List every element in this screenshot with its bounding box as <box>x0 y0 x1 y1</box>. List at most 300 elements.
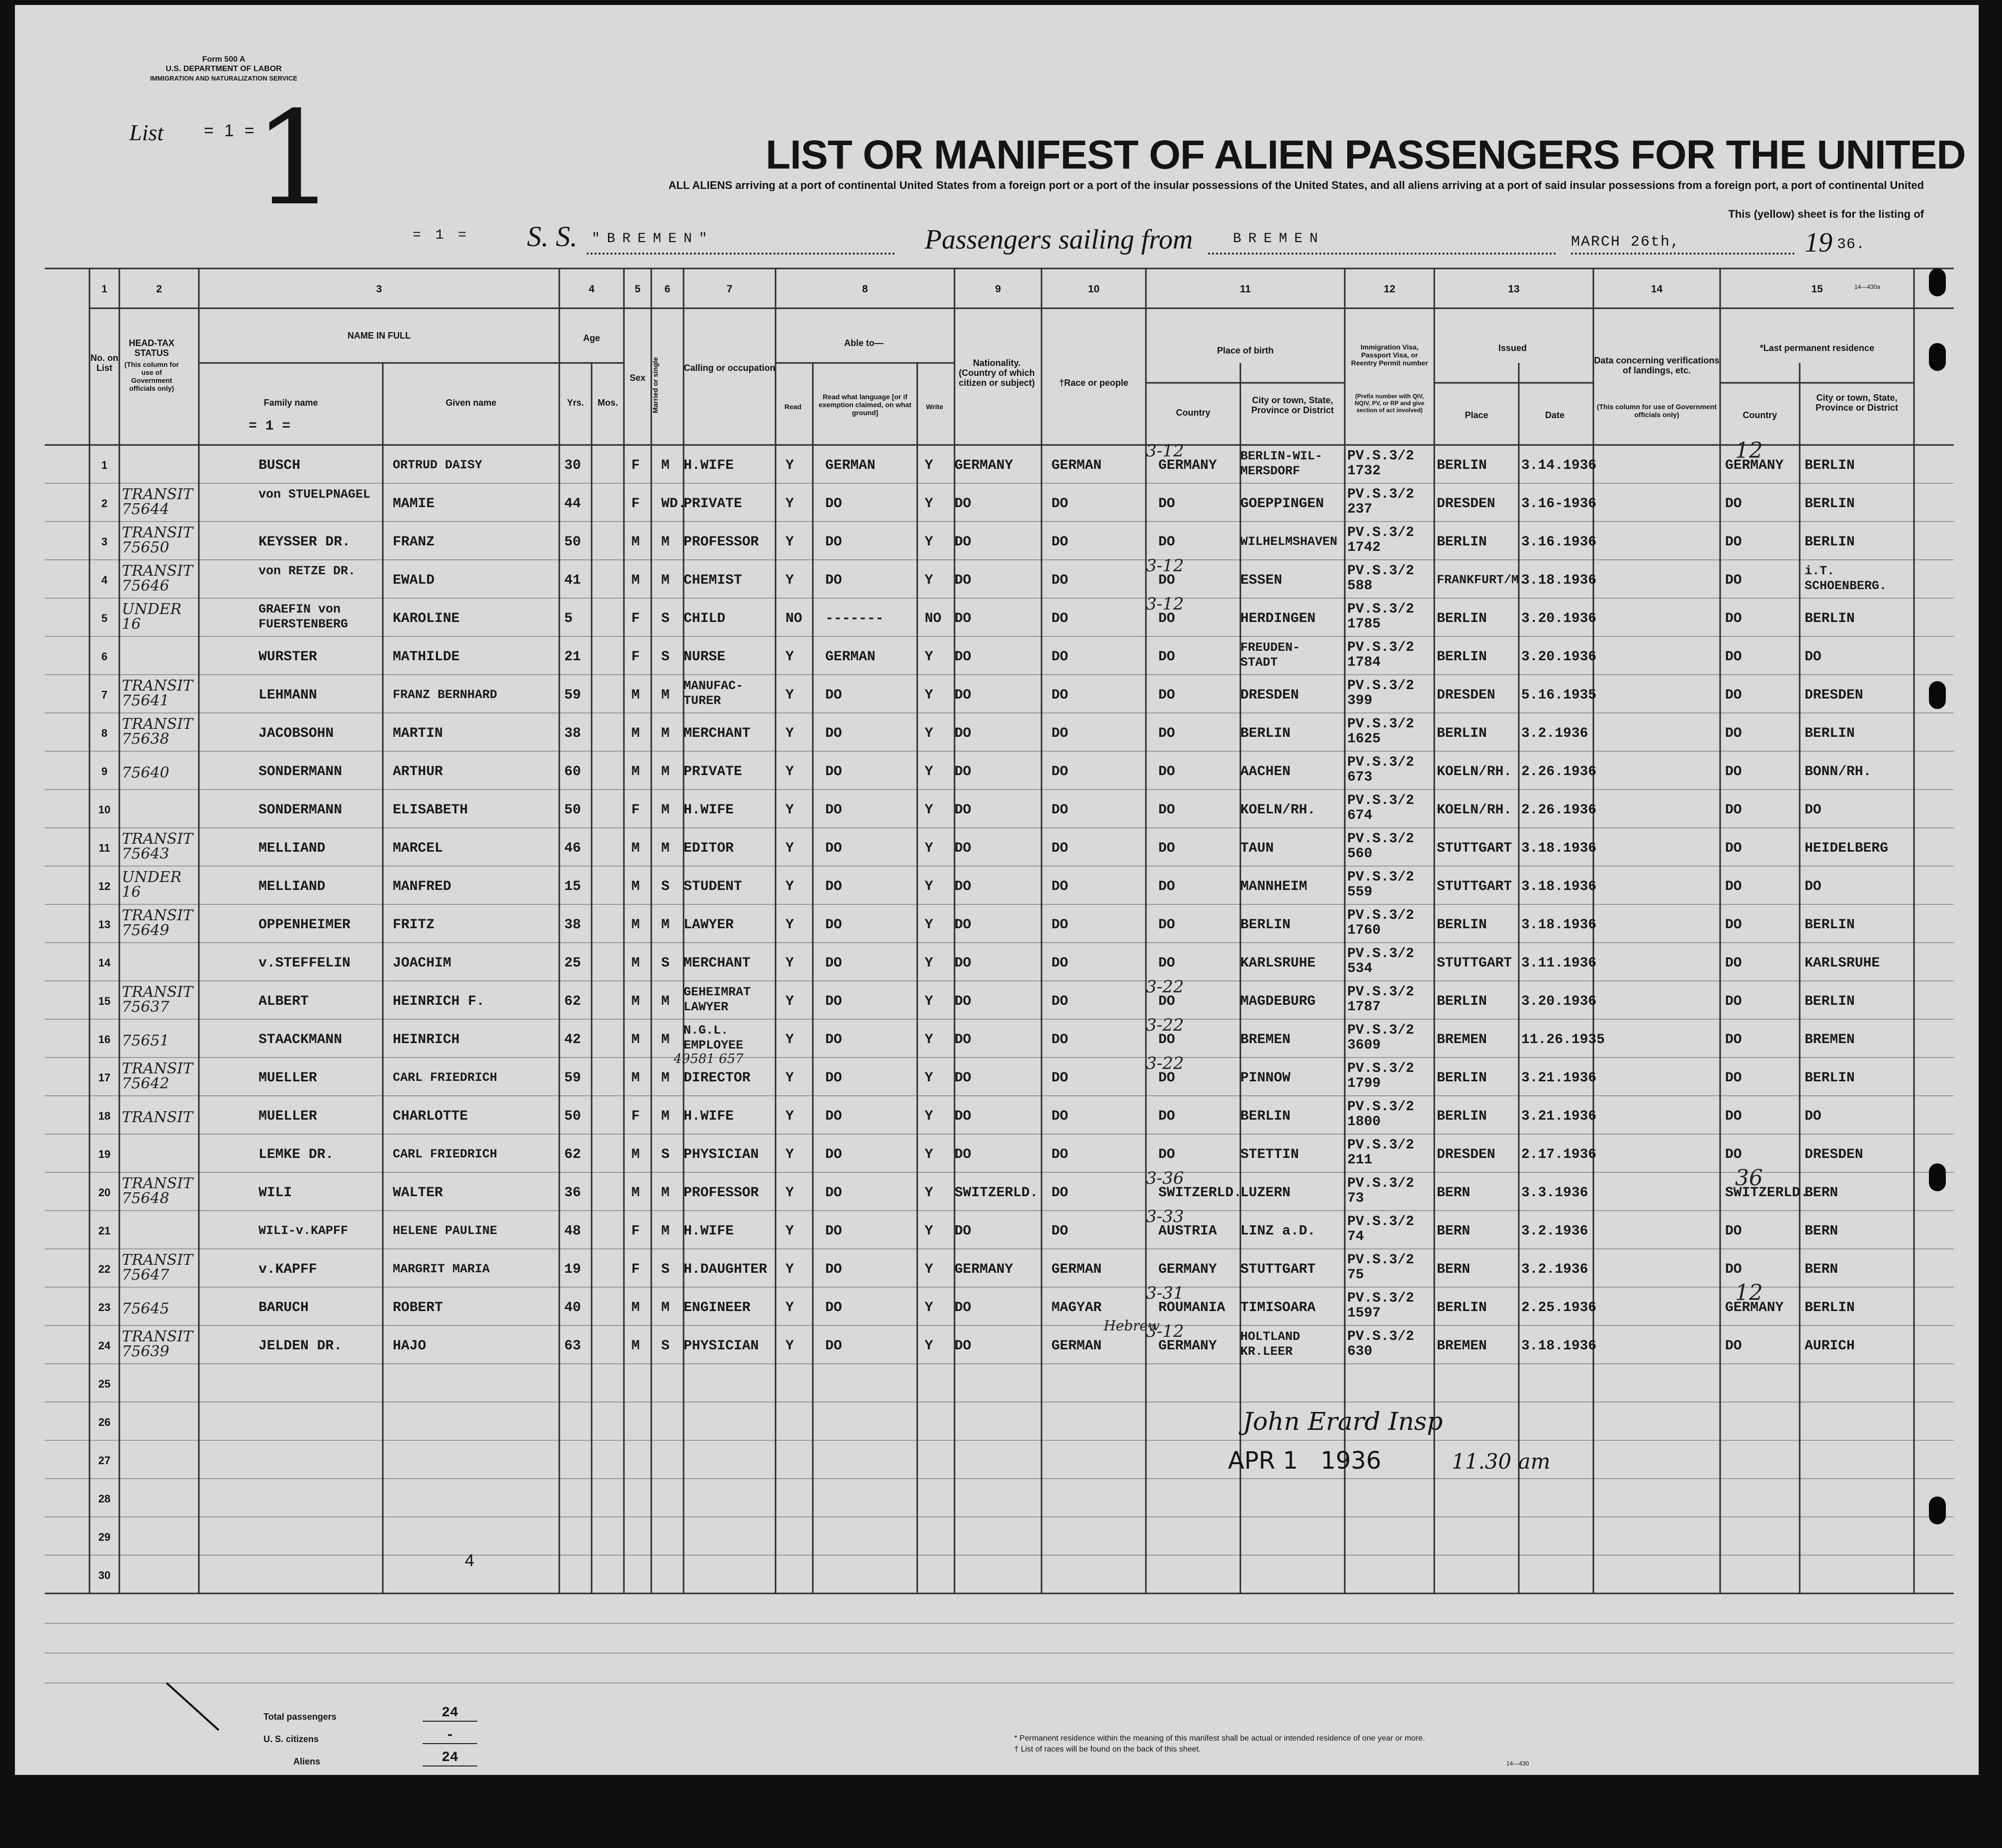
birth-country: DO <box>1158 994 1175 1009</box>
birth-city: BERLIN <box>1240 726 1291 741</box>
visa-number: PV.S.3/2 1597 <box>1347 1291 1414 1321</box>
header-family-name: Family name <box>263 398 318 408</box>
nationality: DO <box>955 611 971 626</box>
birth-city: KARLSRUHE <box>1240 956 1316 971</box>
intro-text-2: This (yellow) sheet is for the listing of <box>1728 208 1924 220</box>
nationality: DO <box>955 1338 971 1354</box>
nationality: DO <box>955 534 971 550</box>
issued-date: 3.2.1936 <box>1521 1224 1588 1239</box>
us-citizens-value: - <box>423 1728 477 1744</box>
can-write: Y <box>925 726 933 741</box>
given-name: MARGRIT MARIA <box>393 1262 490 1276</box>
family-name: BUSCH <box>259 458 301 473</box>
can-read: Y <box>785 458 794 473</box>
age-years: 44 <box>564 496 581 512</box>
residence-city: BERN <box>1805 1262 1838 1277</box>
issued-date: 3.3.1936 <box>1521 1185 1588 1201</box>
visa-number: PV.S.3/2 1800 <box>1347 1099 1414 1130</box>
can-read: Y <box>785 688 794 703</box>
can-read: Y <box>785 994 794 1009</box>
headtax-status: UNDER 16 <box>122 601 182 633</box>
read-language: DO <box>825 1262 842 1277</box>
read-language: DO <box>825 1070 842 1086</box>
header-no-on-list: No. on List <box>90 353 118 373</box>
issued-place: BERLIN <box>1437 534 1487 550</box>
issued-date: 3.2.1936 <box>1521 1262 1588 1277</box>
residence-country: DO <box>1725 611 1742 626</box>
nationality: GERMANY <box>955 458 1013 473</box>
residence-country: SWITZERLD. <box>1725 1185 1809 1201</box>
headtax-status: UNDER 16 <box>122 869 182 901</box>
can-write: Y <box>925 1070 933 1086</box>
issued-date: 3.2.1936 <box>1521 726 1588 741</box>
binder-hole <box>1929 1496 1946 1524</box>
header-issued-date: Date <box>1545 410 1565 420</box>
residence-city: HEIDELBERG <box>1805 841 1889 856</box>
given-name: MANFRED <box>393 879 451 894</box>
row-number: 19 <box>98 1148 111 1160</box>
marital-status: S <box>661 1147 670 1162</box>
marital-status: M <box>661 1224 670 1239</box>
issued-place: BERLIN <box>1437 1070 1487 1086</box>
header-calling: Calling or occupation <box>684 363 776 373</box>
birth-country: ROUMANIA <box>1158 1300 1225 1316</box>
nationality: DO <box>955 1032 971 1048</box>
sex: M <box>631 573 640 588</box>
can-read: Y <box>785 1109 794 1124</box>
residence-city: BERN <box>1805 1224 1838 1239</box>
can-read: Y <box>785 802 794 818</box>
birth-country: DO <box>1158 496 1175 512</box>
can-write: Y <box>925 573 933 588</box>
given-name: HELENE PAULINE <box>393 1224 498 1238</box>
residence-country: DO <box>1725 1070 1742 1086</box>
family-name: LEMKE DR. <box>259 1147 334 1162</box>
family-name: WURSTER <box>259 649 317 665</box>
birth-country: DO <box>1158 726 1175 741</box>
birth-country: DO <box>1158 841 1175 856</box>
residence-verification-mark: 12 <box>1735 1280 1763 1306</box>
residence-country: DO <box>1725 573 1742 588</box>
given-name: MARTIN <box>393 726 443 741</box>
given-name: CHARLOTTE <box>393 1109 468 1124</box>
age-years: 19 <box>564 1262 581 1277</box>
can-write: Y <box>925 688 933 703</box>
birth-city: BERLIN <box>1240 1109 1291 1124</box>
row-number: 4 <box>101 574 108 586</box>
birth-city: MANNHEIM <box>1240 879 1307 894</box>
header-residence: *Last permanent residence <box>1759 343 1875 353</box>
birth-country: DO <box>1158 956 1175 971</box>
list-number-handwritten: 1 <box>254 84 336 234</box>
issued-place: BERLIN <box>1437 458 1487 473</box>
given-name: ORTRUD DAISY <box>393 458 483 472</box>
page-mark: 4 <box>465 1551 474 1570</box>
race: DO <box>1051 726 1068 741</box>
header-race: †Race or people <box>1059 378 1129 388</box>
residence-country: DO <box>1725 688 1742 703</box>
marital-status: M <box>661 917 670 933</box>
sailing-date: MARCH 26th, <box>1571 234 1681 251</box>
column-number: 2 <box>156 283 162 295</box>
binder-hole <box>1929 268 1946 296</box>
family-name: LEHMANN <box>259 688 317 703</box>
residence-country: DO <box>1725 802 1742 818</box>
column-number: 5 <box>634 283 641 295</box>
sex: M <box>631 726 640 741</box>
row-number: 14 <box>98 957 111 969</box>
family-name: MUELLER <box>259 1070 317 1086</box>
can-read: Y <box>785 726 794 741</box>
birth-verification-mark: 3-12 <box>1146 441 1184 461</box>
nationality: DO <box>955 688 971 703</box>
read-language: GERMAN <box>825 649 875 665</box>
can-read: Y <box>785 1070 794 1086</box>
aliens-label: Aliens <box>293 1757 321 1766</box>
column-number: 9 <box>995 283 1001 295</box>
birth-city: TIMISOARA <box>1240 1300 1316 1316</box>
row-number: 29 <box>98 1531 111 1543</box>
column-number: 14 <box>1651 283 1663 295</box>
birth-country: DO <box>1158 573 1175 588</box>
residence-city: AURICH <box>1805 1338 1855 1354</box>
can-write: Y <box>925 458 933 473</box>
given-name: HEINRICH <box>393 1032 460 1048</box>
ship-prefix: = 1 = <box>413 228 470 243</box>
header-age: Age <box>583 333 600 343</box>
residence-country: GERMANY <box>1725 1300 1784 1316</box>
occupation: MERCHANT <box>684 956 751 971</box>
race: DO <box>1051 649 1068 665</box>
given-name: FRANZ BERNHARD <box>393 688 498 702</box>
given-name: HEINRICH F. <box>393 994 485 1009</box>
family-name: MELLIAND <box>259 879 326 894</box>
marital-status: M <box>661 802 670 818</box>
header-headtax-note: (This column for use of Government officials only) <box>124 360 179 392</box>
birth-city: HERDINGEN <box>1240 611 1316 626</box>
race: DO <box>1051 802 1068 818</box>
read-language: DO <box>825 1185 842 1201</box>
age-years: 62 <box>564 994 581 1009</box>
issued-place: BERLIN <box>1437 649 1487 665</box>
row-number: 9 <box>101 765 108 778</box>
nationality: DO <box>955 764 971 780</box>
residence-country: DO <box>1725 1147 1742 1162</box>
birth-verification-mark: 3-22 <box>1146 977 1184 997</box>
read-language: DO <box>825 1338 842 1354</box>
given-name: ROBERT <box>393 1300 443 1316</box>
birth-city: BREMEN <box>1240 1032 1291 1048</box>
race: GERMAN <box>1051 458 1102 473</box>
occupation: H.WIFE <box>684 458 734 473</box>
header-mos: Mos. <box>597 398 618 408</box>
can-read: Y <box>785 1224 794 1239</box>
family-name: v.STEFFELIN <box>259 956 350 971</box>
residence-city: i.T. SCHOENBERG. <box>1805 564 1887 593</box>
marital-status: M <box>661 534 670 550</box>
family-name: WILI <box>259 1185 292 1201</box>
header-headtax: HEAD-TAX STATUS <box>129 338 174 358</box>
nationality: DO <box>955 1300 971 1316</box>
visa-number: PV.S.3/2 630 <box>1347 1329 1414 1359</box>
residence-city: KARLSRUHE <box>1805 956 1880 971</box>
residence-country: DO <box>1725 956 1742 971</box>
nationality: DO <box>955 956 971 971</box>
arrival-stamp-time: 11.30 am <box>1452 1449 1551 1474</box>
birth-country: AUSTRIA <box>1158 1224 1217 1239</box>
page-title: LIST OR MANIFEST OF ALIEN PASSENGERS FOR THE UNITED <box>766 132 1966 177</box>
issued-place: BERN <box>1437 1224 1471 1239</box>
row-number: 12 <box>98 880 111 892</box>
sex: M <box>631 764 640 780</box>
residence-city: BERLIN <box>1805 1300 1855 1316</box>
birth-country: DO <box>1158 1147 1175 1162</box>
year-prefix: 19 <box>1805 227 1832 258</box>
residence-country: DO <box>1725 1224 1742 1239</box>
visa-number: PV.S.3/2 1760 <box>1347 908 1414 938</box>
marital-status: M <box>661 726 670 741</box>
row-number: 10 <box>98 803 111 816</box>
residence-city: DO <box>1805 802 1822 818</box>
row-number: 16 <box>98 1033 111 1046</box>
column-number: 6 <box>664 283 671 295</box>
age-years: 59 <box>564 688 581 703</box>
headtax-status: TRANSIT 75641 <box>122 677 193 709</box>
header-birth-country: Country <box>1176 408 1211 418</box>
residence-country: DO <box>1725 1338 1742 1354</box>
marital-status: M <box>661 573 670 588</box>
sex: M <box>631 534 640 550</box>
family-name: von RETZE DR. <box>259 564 356 578</box>
birth-verification-mark: 3-36 <box>1146 1168 1184 1188</box>
nationality: DO <box>955 573 971 588</box>
family-name: ALBERT <box>259 994 309 1009</box>
nationality: DO <box>955 1109 971 1124</box>
column-number: 11 <box>1239 283 1251 295</box>
age-years: 38 <box>564 726 581 741</box>
family-name: STAACKMANN <box>259 1032 343 1048</box>
birth-city: KOELN/RH. <box>1240 802 1316 818</box>
birth-verification-mark: 3-22 <box>1146 1054 1184 1073</box>
birth-country: DO <box>1158 764 1175 780</box>
residence-country: DO <box>1725 841 1742 856</box>
birth-verification-mark: 3-12 <box>1146 1321 1184 1341</box>
age-years: 41 <box>564 573 581 588</box>
form-code: 14—430a <box>1854 283 1881 290</box>
residence-country: DO <box>1725 1032 1742 1048</box>
header-sex: Sex <box>629 373 646 383</box>
visa-number: PV.S.3/2 1625 <box>1347 716 1414 747</box>
family-name: OPPENHEIMER <box>259 917 350 933</box>
aliens-value: 24 <box>423 1750 477 1766</box>
row-number: 7 <box>101 689 108 701</box>
can-read: Y <box>785 956 794 971</box>
visa-number: PV.S.3/2 560 <box>1347 831 1414 862</box>
age-years: 30 <box>564 458 581 473</box>
given-name: MATHILDE <box>393 649 460 665</box>
age-years: 5 <box>564 611 573 626</box>
race: DO <box>1051 956 1068 971</box>
headtax-status: TRANSIT 75637 <box>122 983 193 1016</box>
family-name: WILI-v.KAPFF <box>259 1224 348 1238</box>
column-number: 15 <box>1811 283 1823 295</box>
birth-verification-mark: 3-31 <box>1146 1283 1184 1303</box>
occupation: H.WIFE <box>684 802 734 818</box>
department-name: U.S. DEPARTMENT OF LABOR <box>166 65 282 73</box>
residence-city: BERLIN <box>1805 611 1855 626</box>
headtax-status: TRANSIT 75644 <box>122 486 193 518</box>
race: DO <box>1051 1109 1068 1124</box>
birth-city: WILHELMSHAVEN <box>1240 534 1338 549</box>
headtax-status: 75651 <box>122 1032 170 1050</box>
occupation: DIRECTOR <box>684 1070 751 1086</box>
given-name: ELISABETH <box>393 802 468 818</box>
birth-country: DO <box>1158 802 1175 818</box>
issued-date: 5.16.1935 <box>1521 688 1597 703</box>
residence-verification-mark: 12 <box>1735 438 1763 463</box>
residence-country: GERMANY <box>1725 458 1784 473</box>
family-name: BARUCH <box>259 1300 309 1316</box>
residence-country: DO <box>1725 1109 1742 1124</box>
visa-number: PV.S.3/2 1787 <box>1347 984 1414 1015</box>
row-number: 11 <box>98 842 110 854</box>
visa-number: PV.S.3/2 1799 <box>1347 1061 1414 1091</box>
service-name: IMMIGRATION AND NATURALIZATION SERVICE <box>150 75 298 82</box>
issued-date: 3.21.1936 <box>1521 1070 1597 1086</box>
nationality: DO <box>955 917 971 933</box>
occupation: PRIVATE <box>684 496 742 512</box>
read-language: DO <box>825 1224 842 1239</box>
footer-form-code: 14—430 <box>1506 1760 1529 1767</box>
given-name: WALTER <box>393 1185 443 1201</box>
family-name: JELDEN DR. <box>259 1338 343 1354</box>
issued-place: BERLIN <box>1437 611 1487 626</box>
birth-city: FREUDEN- STADT <box>1240 640 1301 670</box>
issued-date: 2.25.1936 <box>1521 1300 1597 1316</box>
residence-country: DO <box>1725 649 1742 665</box>
row-number: 2 <box>101 497 108 510</box>
can-write: Y <box>925 1185 933 1201</box>
residence-city: BONN/RH. <box>1805 764 1872 780</box>
headtax-status: TRANSIT 75647 <box>122 1251 193 1284</box>
sex: F <box>631 496 640 512</box>
age-years: 50 <box>564 802 581 818</box>
birth-city: GOEPPINGEN <box>1240 496 1324 512</box>
sex: F <box>631 611 640 626</box>
marital-status: S <box>661 1338 670 1354</box>
can-write: Y <box>925 956 933 971</box>
race: DO <box>1051 1147 1068 1162</box>
can-read: Y <box>785 1185 794 1201</box>
given-name: FRITZ <box>393 917 435 933</box>
sex: M <box>631 1147 640 1162</box>
occupation: PROFESSOR <box>684 534 759 550</box>
total-passengers-label: Total passengers <box>263 1712 337 1722</box>
row-number: 25 <box>98 1378 111 1390</box>
given-name: EWALD <box>393 573 435 588</box>
header-able-to: Able to— <box>844 338 883 348</box>
can-write: Y <box>925 534 933 550</box>
can-read: Y <box>785 879 794 894</box>
can-write: Y <box>925 1300 933 1316</box>
header-nationality: Nationality. (Country of which citizen or subject) <box>958 358 1035 388</box>
can-write: Y <box>925 1032 933 1048</box>
issued-place: DRESDEN <box>1437 496 1495 512</box>
nationality: DO <box>955 496 971 512</box>
race: DO <box>1051 611 1068 626</box>
age-years: 62 <box>564 1147 581 1162</box>
marital-status: WD. <box>661 496 687 512</box>
given-name: MARCEL <box>393 841 443 856</box>
issued-place: BERN <box>1437 1262 1471 1277</box>
age-years: 38 <box>564 917 581 933</box>
residence-city: BERLIN <box>1805 1070 1855 1086</box>
residence-country: DO <box>1725 994 1742 1009</box>
race: DO <box>1051 496 1068 512</box>
can-read: Y <box>785 1300 794 1316</box>
us-citizens-label: U. S. citizens <box>263 1734 319 1744</box>
sex: F <box>631 1262 640 1277</box>
read-language: DO <box>825 1300 842 1316</box>
issued-date: 3.18.1936 <box>1521 573 1597 588</box>
nationality: DO <box>955 649 971 665</box>
race: DO <box>1051 1070 1068 1086</box>
headtax-status: 75645 <box>122 1300 170 1318</box>
issued-date: 3.14.1936 <box>1521 458 1597 473</box>
occupation: H.WIFE <box>684 1109 734 1124</box>
age-years: 15 <box>564 879 581 894</box>
sex: M <box>631 1070 640 1086</box>
column-number: 10 <box>1088 283 1100 295</box>
age-years: 40 <box>564 1300 581 1316</box>
birth-city: STETTIN <box>1240 1147 1299 1162</box>
family-name: GRAEFIN von FUERSTENBERG <box>259 602 348 631</box>
race: DO <box>1051 879 1068 894</box>
read-language: DO <box>825 1147 842 1162</box>
issued-place: BERLIN <box>1437 1109 1487 1124</box>
read-language: DO <box>825 496 842 512</box>
birth-country: GERMANY <box>1158 1262 1217 1277</box>
birth-city: LINZ a.D. <box>1240 1224 1316 1239</box>
residence-city: BERLIN <box>1805 496 1855 512</box>
issued-date: 11.26.1935 <box>1521 1032 1605 1048</box>
departure-port: BREMEN <box>1233 231 1325 247</box>
intro-text-1: ALL ALIENS arriving at a port of continental United States from a foreign port or a port of the insular possessions of the United States, and all aliens arriving at a port of said insular possessions from a foreign port, a port of continental United <box>668 179 1924 191</box>
row-number: 3 <box>101 535 108 548</box>
given-name: ARTHUR <box>393 764 443 780</box>
sex: M <box>631 879 640 894</box>
header-given-name: Given name <box>445 398 497 408</box>
occupation: N.G.L. EMPLOYEE <box>684 1023 744 1053</box>
birth-city: PINNOW <box>1240 1070 1291 1086</box>
issued-place: BREMEN <box>1437 1032 1487 1048</box>
can-write: NO <box>925 611 942 626</box>
birth-verification-mark: 3-22 <box>1146 1015 1184 1035</box>
birth-verification-mark: 3-12 <box>1146 556 1184 576</box>
residence-country: DO <box>1725 1262 1742 1277</box>
can-read: Y <box>785 1338 794 1354</box>
race: DO <box>1051 688 1068 703</box>
birth-country: DO <box>1158 688 1175 703</box>
marital-status: M <box>661 1185 670 1201</box>
issued-date: 3.18.1936 <box>1521 879 1597 894</box>
row-number: 30 <box>98 1569 111 1582</box>
birth-country: GERMANY <box>1158 458 1217 473</box>
given-name: CARL FRIEDRICH <box>393 1147 498 1161</box>
can-write: Y <box>925 1262 933 1277</box>
age-years: 25 <box>564 956 581 971</box>
occupation: EDITOR <box>684 841 734 856</box>
